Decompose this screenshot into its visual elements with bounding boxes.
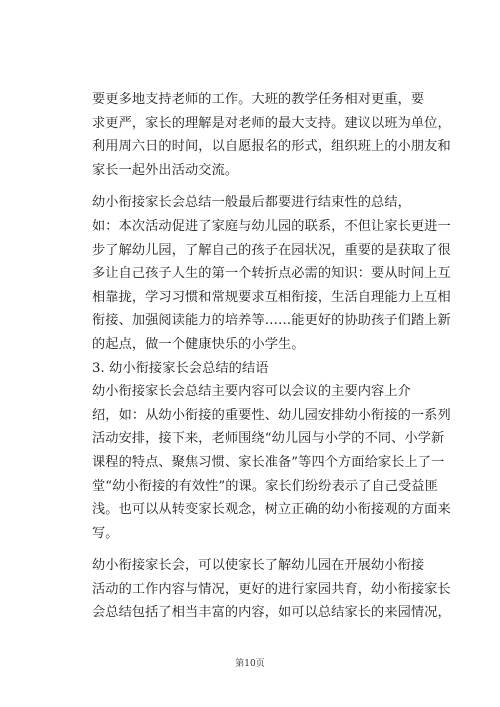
text-line: 的起点，做一个健康快乐的小学生。 bbox=[92, 336, 305, 352]
text-line: 如：本次活动促进了家庭与幼儿园的联系，不但让家长更进一 bbox=[92, 218, 451, 234]
text-line: 课程的特点、聚焦习惯、家长准备”等四个方面给家长上了一 bbox=[92, 454, 445, 470]
text-line: 相靠拢，学习习惯和常规要求互相衔接，生活自理能力上互相 bbox=[92, 289, 451, 305]
section-heading-text: 3. 幼小衔接家长会总结的结语 bbox=[92, 360, 269, 376]
text-line: 活动的工作内容与情况，更好的进行家园共育，幼小衔接家长 bbox=[92, 581, 451, 597]
paragraph-main-content bbox=[66, 380, 451, 545]
text-line: 会总结包括了相当丰富的内容，如可以总结家长的来园情况， bbox=[92, 605, 451, 621]
text-line: 求更严，家长的理解是对老师的最大支持。建议以班为单位， bbox=[92, 115, 451, 131]
text-line: 多让自己孩子人生的第一个转折点必需的知识：要从时间上互 bbox=[92, 266, 451, 282]
text-line: 衔接、加强阅读能力的培养等……能更好的协助孩子们踏上新 bbox=[92, 313, 451, 329]
paragraph-closing-summary bbox=[66, 191, 451, 356]
text-line: 写。 bbox=[92, 525, 119, 541]
text-line: 家长一起外出活动交流。 bbox=[92, 162, 239, 178]
text-line: 堂“幼小衔接的有效性”的课。家长们纷纷表示了自己受益匪 bbox=[92, 478, 438, 494]
section-heading bbox=[66, 357, 436, 381]
text-line: 活动安排，接下来，老师围绕“幼儿园与小学的不同、小学新 bbox=[92, 431, 445, 447]
paragraph-support-teachers bbox=[66, 88, 451, 182]
text-line: 幼小衔接家长会，可以使家长了解幼儿园在开展幼小衔接 bbox=[92, 558, 425, 574]
text-line: 绍，如：从幼小衔接的重要性、幼儿园安排幼小衔接的一系列 bbox=[92, 407, 451, 423]
document-body bbox=[66, 88, 451, 625]
text-line: 幼小衔接家长会总结主要内容可以会议的主要内容上介 bbox=[92, 384, 411, 400]
text-line: 利用周六日的时间，以自愿报名的形式，组织班上的小朋友和 bbox=[92, 139, 451, 155]
paragraph-parent-meeting bbox=[66, 554, 451, 625]
text-line: 幼小衔接家长会总结一般最后都要进行结束性的总结， bbox=[92, 195, 411, 211]
text-line: 浅。也可以从转变家长观念，树立正确的幼小衔接观的方面来 bbox=[92, 502, 451, 518]
page-number: 第10页 bbox=[235, 659, 265, 669]
text-line: 要更多地支持老师的工作。大班的教学任务相对更重，要 bbox=[92, 92, 425, 107]
text-line: 步了解幼儿园，了解自己的孩子在园状况，重要的是获取了很 bbox=[92, 242, 451, 258]
